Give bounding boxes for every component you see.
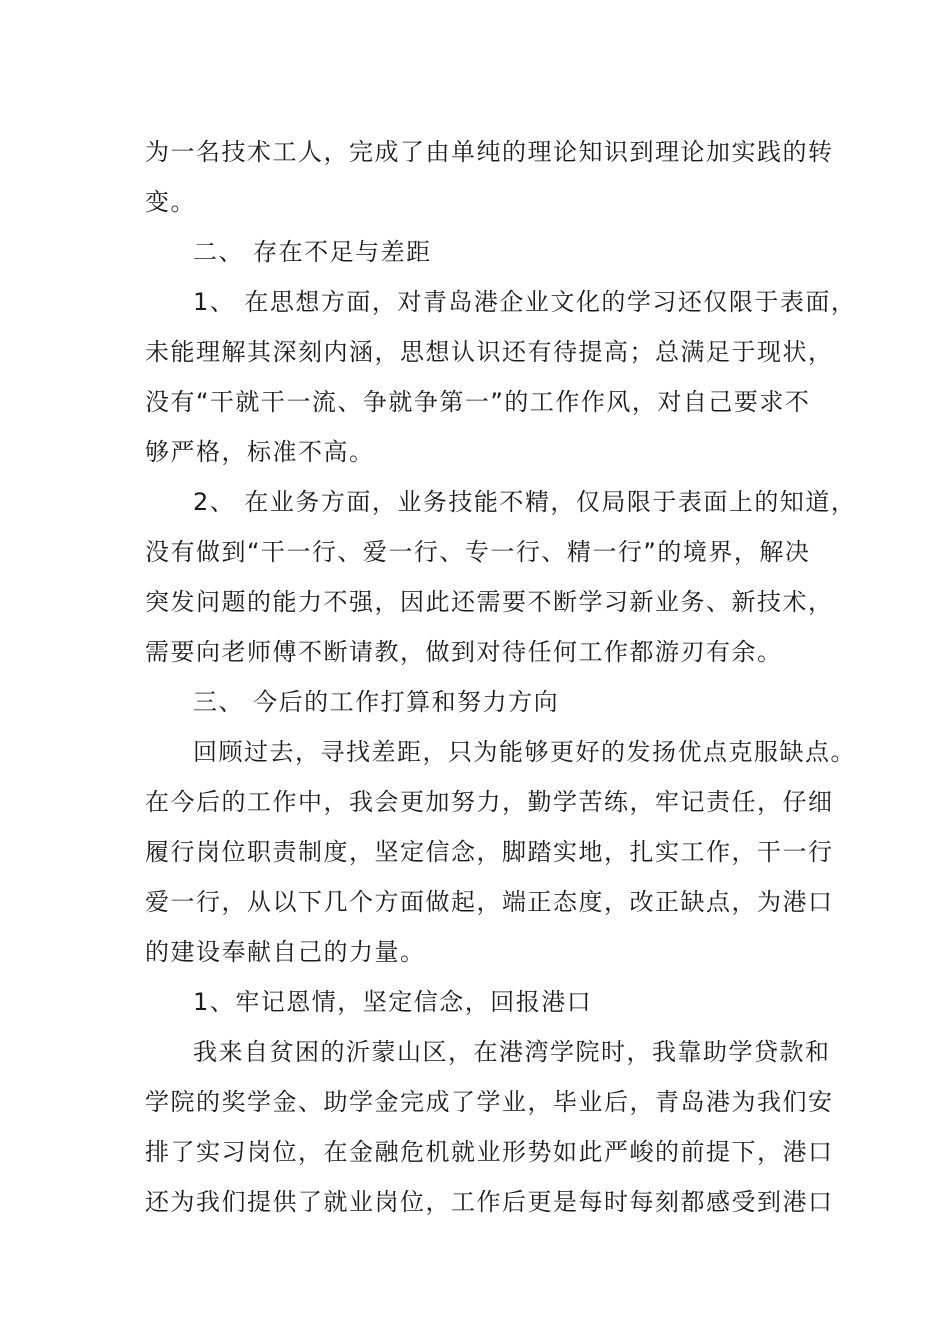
text-line: 还为我们提供了就业岗位，工作后更是每时每刻都感受到港口 <box>145 1188 834 1216</box>
text-line: 回顾过去，寻找差距，只为能够更好的发扬优点克服缺点。 <box>193 738 856 766</box>
text-line: 在今后的工作中，我会更加努力，勤学苦练，牢记责任，仔细 <box>145 788 834 816</box>
text-line: 没有做到“干一行、爱一行、专一行、精一行”的境界，解决 <box>145 538 811 566</box>
text-line: 没有“干就干一流、争就争第一”的工作作风，对自己要求不 <box>145 388 811 416</box>
text-line: 排了实习岗位，在金融危机就业形势如此严峻的前提下，港口 <box>145 1138 834 1166</box>
section-heading: 三、 今后的工作打算和努力方向 <box>193 688 560 716</box>
text-line: 学院的奖学金、助学金完成了学业，毕业后，青岛港为我们安 <box>145 1088 834 1116</box>
text-line: 突发问题的能力不强，因此还需要不断学习新业务、新技术， <box>145 588 834 616</box>
text-line: 我来自贫困的沂蒙山区，在港湾学院时，我靠助学贷款和 <box>193 1038 831 1066</box>
text-line: 变。 <box>145 188 196 216</box>
section-heading: 二、 存在不足与差距 <box>193 238 432 266</box>
text-line: 履行岗位职责制度，坚定信念，脚踏实地，扎实工作，干一行 <box>145 838 834 866</box>
text-line: 够严格，标准不高。 <box>145 438 375 466</box>
text-line: 爱一行，从以下几个方面做起，端正态度，改正缺点，为港口 <box>145 888 834 916</box>
text-line: 1、 在思想方面，对青岛港企业文化的学习还仅限于表面， <box>193 288 857 316</box>
text-line: 2、 在业务方面，业务技能不精，仅局限于表面上的知道， <box>193 488 857 516</box>
subsection-heading: 1、牢记恩情，坚定信念，回报港口 <box>193 988 593 1016</box>
text-line: 为一名技术工人，完成了由单纯的理论知识到理论加实践的转 <box>145 138 834 166</box>
text-line: 的建设奉献自己的力量。 <box>145 938 426 966</box>
text-line: 需要向老师傅不断请教，做到对待任何工作都游刃有余。 <box>145 638 783 666</box>
text-line: 未能理解其深刻内涵，思想认识还有待提高；总满足于现状， <box>145 338 834 366</box>
